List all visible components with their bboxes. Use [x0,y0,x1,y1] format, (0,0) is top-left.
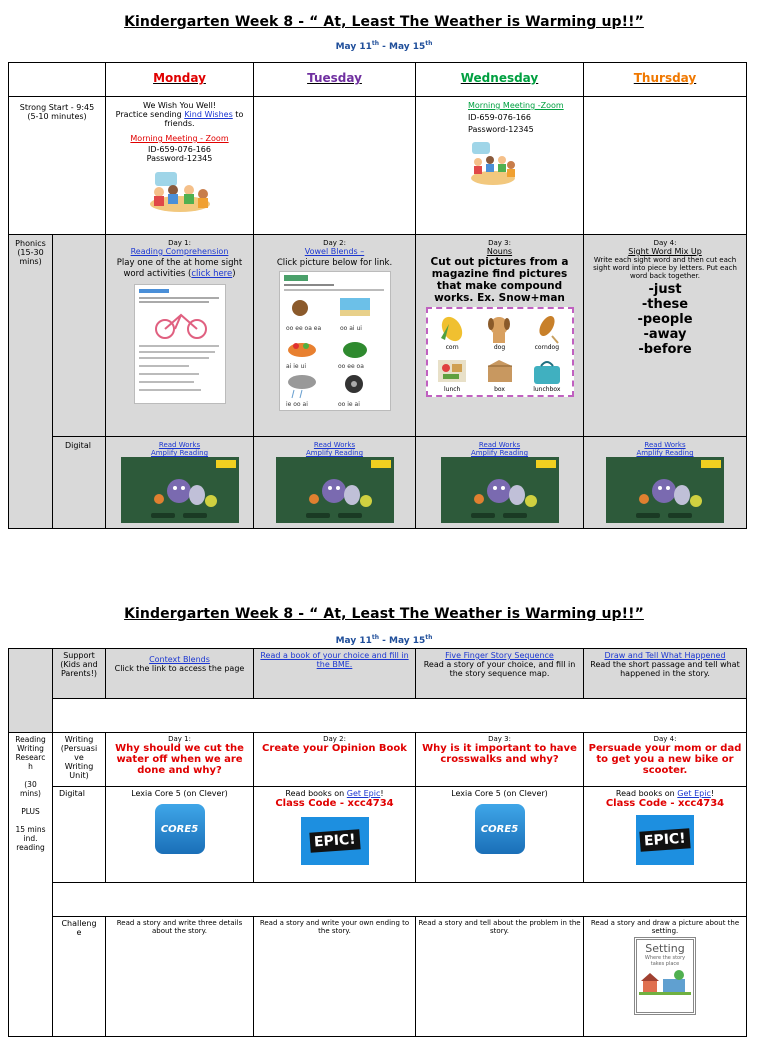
amplify-reading-link[interactable]: Amplify Reading [470,449,529,457]
day-header-thursday: Thursday [584,63,747,97]
reading-writing-research-label: Reading Writing Researc h (30 mins) PLUS 15 mins ind. reading [9,733,53,1037]
digital-label-2: Digital [53,787,106,883]
context-blends-link[interactable]: Context Blends [149,655,210,664]
digital-label: Digital [53,437,106,529]
dog-picture: dog [477,311,522,351]
challenge-day2: Read a story and write your own ending to the story. [254,917,416,1037]
support-wednesday: Five Finger Story Sequence Read a story of your choice, and fill in the story sequence map. [416,649,584,699]
morning-meeting-link[interactable]: Morning Meeting - Zoom [130,134,229,143]
support-corner [9,649,53,733]
digital-tuesday [254,437,416,529]
day-header-wednesday: Wednesday [416,63,584,97]
setting-poster: Setting Where the story takes place [634,937,696,1015]
writing-label: Writing (Persuasi ve Writing Unit) [53,733,106,787]
spacer-row [53,699,747,733]
get-epic-link[interactable]: Get Epic [677,789,711,798]
vowel-blends-worksheet-thumbnail[interactable] [279,271,391,411]
corndog-picture: corndog [524,311,569,351]
wednesday-strong-start: Morning Meeting -Zoom ID-659-076-166 Password-12345 [416,97,584,235]
vowel-blends-link[interactable]: Vowel Blends – [304,247,365,256]
svg-text:ai ie ui: ai ie ui [285,363,306,370]
amplify-game-image[interactable] [606,457,724,523]
day-header-monday: Monday [106,63,254,97]
writing-day1: Day 1: Why should we cut the water off when we are done and why? [106,733,254,787]
five-finger-story-link[interactable]: Five Finger Story Sequence [445,651,554,660]
week-schedule-table [8,62,747,529]
read-works-link[interactable]: Read Works [313,441,356,449]
corn-picture: corn [430,311,475,351]
amplify-reading-link[interactable]: Amplify Reading [305,449,364,457]
read-works-link[interactable]: Read Works [478,441,521,449]
bme-link[interactable]: Read a book of your choice and fill in the BME. [260,651,409,669]
reading-comprehension-link[interactable]: Reading Comprehension [130,247,229,256]
support-thursday: Draw and Tell What Happened Read the short passage and tell what happened in the story. [584,649,747,699]
lunch-picture: lunch [430,353,475,393]
date-range: May 11th - May 15th [335,40,433,52]
box-picture: box [477,353,522,393]
amplify-reading-link[interactable]: Amplify Reading [150,449,209,457]
amplify-game-image[interactable] [121,457,239,523]
phonics-day4: Day 4: Sight Word Mix Up Write each sight word and then cut each sight word into piece by letters. Put each word back together. -just -these -people -away -before [584,235,747,437]
digital-2-wednesday: Lexia Core 5 (on Clever) CORE5 [416,787,584,883]
week-schedule-table-2 [8,648,747,1037]
svg-text:oo ie ai: oo ie ai [337,401,360,408]
thursday-strong-start [584,97,747,235]
digital-2-thursday: Read books on Get Epic! Class Code - xcc4734 EPIC! [584,787,747,883]
support-label: Support (Kids and Parents!) [53,649,106,699]
phonics-label: Phonics (15-30 mins) [9,235,53,529]
monday-strong-start: We Wish You Well! Practice sending Kind Wishes to friends. Morning Meeting - Zoom ID-659-076-166 Password-12345 [106,97,254,235]
epic-logo[interactable]: EPIC! [636,815,694,865]
challenge-day4: Read a story and draw a picture about the setting. Setting Where the story takes place [584,917,747,1037]
kind-wishes-link[interactable]: Kind Wishes [184,110,233,119]
lunchbox-picture: lunchbox [524,353,569,393]
digital-2-monday: Lexia Core 5 (on Clever) CORE5 [106,787,254,883]
svg-text:oo ee oa ea: oo ee oa ea [285,325,321,332]
spacer-row-2 [53,883,747,917]
get-epic-link[interactable]: Get Epic [346,789,381,798]
svg-text:oo ai ui: oo ai ui [339,325,362,332]
phonics-day3: Day 3: Nouns Cut out pictures from a magazine find pictures that make compound works. Ex. Snow+man corn dog corndog lunch box lunchbox [416,235,584,437]
core5-logo[interactable]: CORE5 [475,804,525,854]
compound-words-image [426,307,574,397]
strong-start-label: Strong Start - 9:45 (5-10 minutes) [9,97,106,235]
writing-day2: Day 2: Create your Opinion Book [254,733,416,787]
digital-thursday [584,437,747,529]
core5-logo[interactable]: CORE5 [155,804,205,854]
digital-monday [106,437,254,529]
page-title: Kindergarten Week 8 - “ At, Least The Weather is Warming up!!” [124,14,644,30]
corner-cell [9,63,106,97]
svg-text:ie oo ai: ie oo ai [285,401,308,408]
draw-and-tell-link[interactable]: Draw and Tell What Happened [604,651,726,660]
date-range-2: May 11th - May 15th [335,634,433,646]
page-title-2: Kindergarten Week 8 - “ At, Least The Weather is Warming up!!” [124,606,644,622]
digital-2-tuesday: Read books on Get Epic! Class Code - xcc4734 EPIC! [254,787,416,883]
meeting-group-image [468,138,518,188]
support-tuesday [254,649,416,699]
day-header-tuesday: Tuesday [254,63,416,97]
phonics-day2: Day 2: Vowel Blends – Click picture below for link. oo ee oa ea oo ai ui ai ie ui oo ee oa ie oo ai oo ie ai [254,235,416,437]
phonics-subcell [53,235,106,437]
digital-wednesday [416,437,584,529]
wednesday-meeting-link[interactable]: Morning Meeting -Zoom [468,101,564,110]
click-here-link[interactable]: click here [191,269,233,279]
writing-day4: Day 4: Persuade your mom or dad to get you a new bike or scooter. [584,733,747,787]
tuesday-strong-start [254,97,416,235]
svg-text:oo ee oa: oo ee oa [337,363,364,370]
read-works-link[interactable]: Read Works [158,441,201,449]
epic-logo[interactable]: EPIC! [301,817,369,865]
morning-meeting-kids-image [145,166,215,214]
challenge-label: Challeng e [53,917,106,1037]
challenge-day3: Read a story and tell about the problem in the story. [416,917,584,1037]
amplify-game-image[interactable] [441,457,559,523]
amplify-game-image[interactable] [276,457,394,523]
challenge-day1: Read a story and write three details about the story. [106,917,254,1037]
reading-worksheet-thumbnail[interactable] [134,284,226,404]
phonics-day1: Day 1: Reading Comprehension Play one of the at home sight word activities (click here) [106,235,254,437]
amplify-reading-link[interactable]: Amplify Reading [636,449,694,457]
writing-day3: Day 3: Why is it important to have crosswalks and why? [416,733,584,787]
support-monday: Context Blends Click the link to access the page [106,649,254,699]
read-works-link[interactable]: Read Works [644,441,686,449]
sight-word-list: -just -these -people -away -before [637,282,693,357]
